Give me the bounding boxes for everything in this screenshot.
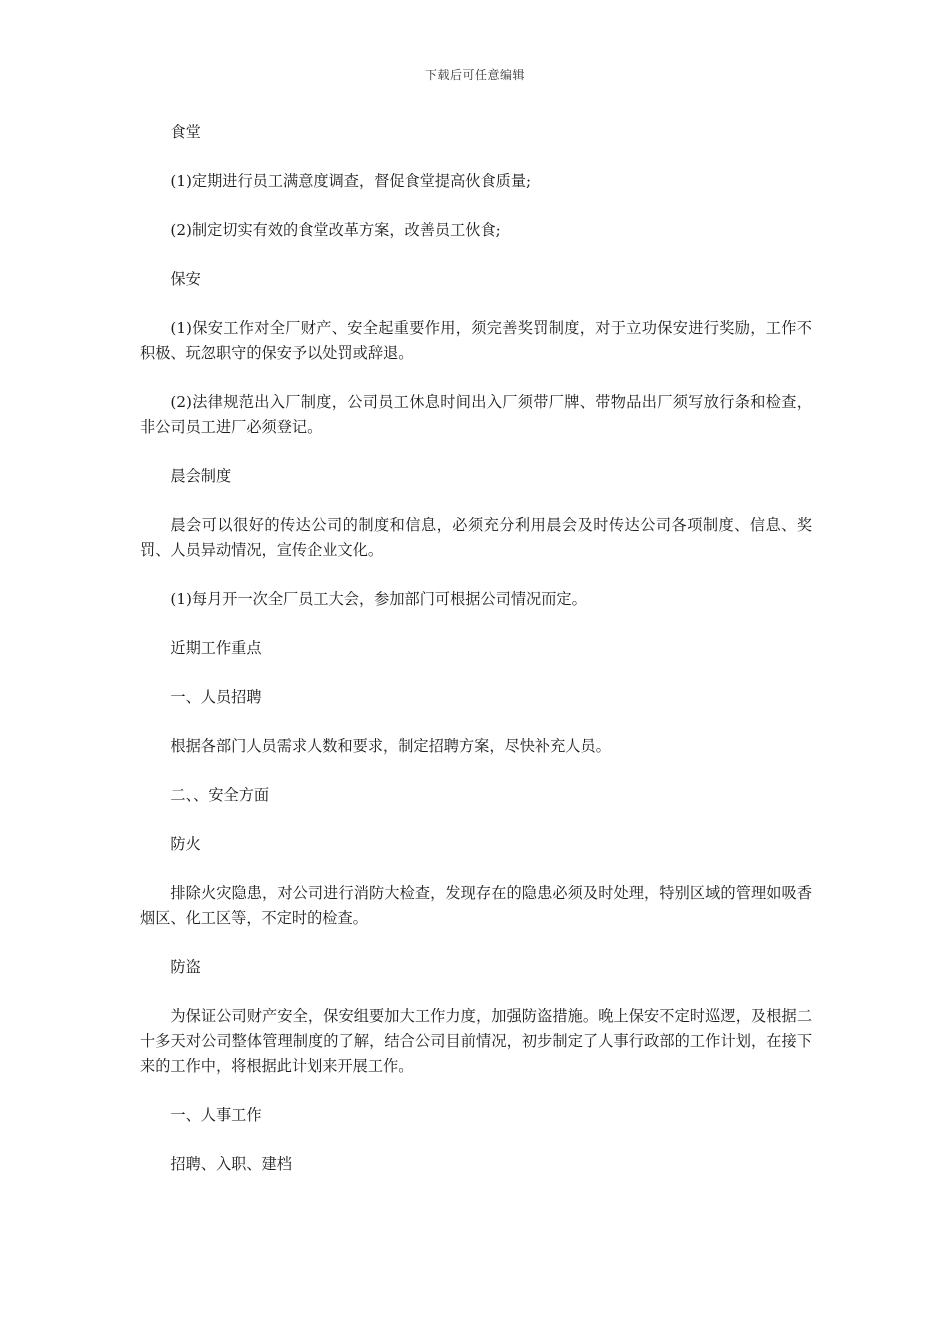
paragraph: (1)每月开一次全厂员工大会，参加部门可根据公司情况而定。 [170, 590, 587, 608]
section-heading: 食堂 [170, 123, 201, 141]
section-heading: 防火 [170, 835, 201, 853]
section-heading: 晨会制度 [170, 467, 232, 485]
section-heading: 招聘、入职、建档 [170, 1155, 292, 1173]
section-heading: 一、人员招聘 [170, 688, 262, 706]
paragraph: (2)制定切实有效的食堂改革方案，改善员工伙食; [170, 221, 501, 239]
paragraph: 为保证公司财产安全，保安组要加大工作力度，加强防盗措施。晚上保安不定时巡逻，及根据二十多天对公司整体管理制度的了解，结合公司目前情况，初步制定了人事行政部的工作计划，在接下来的工作中，将根据此计划来开展工作。 [140, 1007, 812, 1075]
paragraph: 排除火灾隐患，对公司进行消防大检查，发现存在的隐患必须及时处理，特别区域的管理如吸香烟区、化工区等，不定时的检查。 [140, 884, 812, 927]
paragraph: 根据各部门人员需求人数和要求，制定招聘方案，尽快补充人员。 [170, 737, 611, 755]
section-heading: 近期工作重点 [170, 639, 262, 657]
section-heading: 防盗 [170, 958, 201, 976]
paragraph: (1)定期进行员工满意度调查，督促食堂提高伙食质量; [170, 172, 532, 190]
document-body [140, 120, 812, 1177]
page-header-note: 下载后可任意编辑 [424, 68, 525, 82]
paragraph: 晨会可以很好的传达公司的制度和信息，必须充分利用晨会及时传达公司各项制度、信息、奖罚、人员异动情况，宣传企业文化。 [140, 516, 812, 559]
paragraph: (2)法律规范出入厂制度，公司员工休息时间出入厂须带厂牌、带物品出厂须写放行条和检查，非公司员工进厂必须登记。 [140, 393, 812, 436]
paragraph: (1)保安工作对全厂财产、安全起重要作用，须完善奖罚制度，对于立功保安进行奖励，工作不积极、玩忽职守的保安予以处罚或辞退。 [140, 319, 812, 362]
section-heading: 二、、安全方面 [170, 786, 270, 804]
section-heading: 保安 [170, 270, 201, 288]
section-heading: 一、人事工作 [170, 1106, 262, 1124]
